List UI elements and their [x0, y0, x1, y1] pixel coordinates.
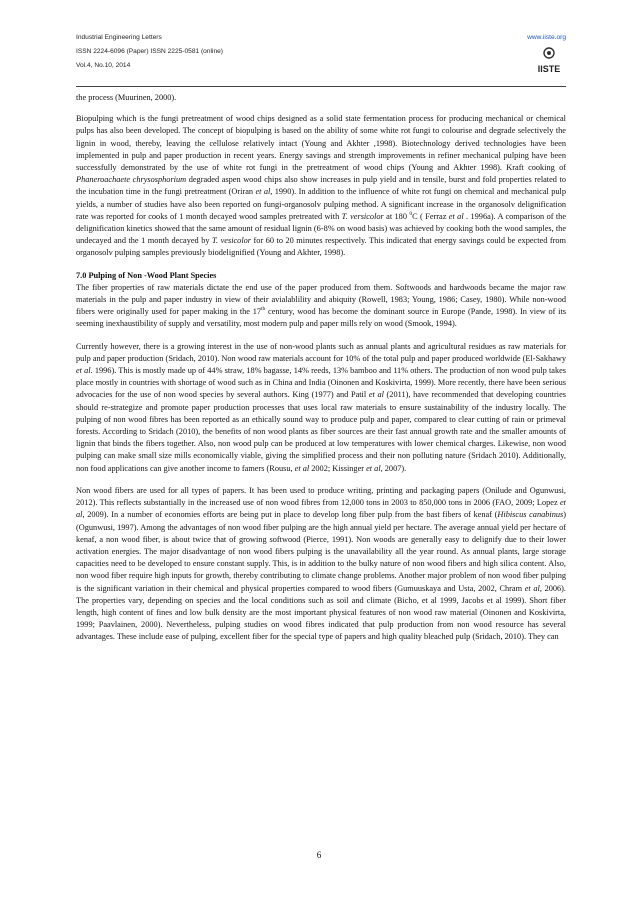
section-block: 7.0 Pulping of Non -Wood Plant Species The fiber properties of raw materials dictate the end use of the paper produced from them. Softwoods and hardwoods became the major raw materials in the pulp and paper industry in view of their avialablility and abiquity (Rowell, 1983; Young, 1986; Casey, 1980). While non-wood fibers were originally used for paper making in the 17th century, wood has become the dominant source in Europe (Pande, 1998). In view of its seeming inexhaustibility of supply and versatility, most modern pulp and paper mills rely on wood (Smook, 1994).	[76, 270, 566, 329]
journal-url-link[interactable]: www.iiste.org	[527, 34, 566, 41]
article-body	[76, 92, 566, 654]
volume-line: Vol.4, No.10, 2014	[76, 62, 131, 69]
iiste-logo	[532, 46, 566, 76]
logo-text: IISTE	[537, 64, 561, 74]
paragraph-biopulping: Biopulping which is the fungi pretreatment of wood chips designed as a solid state fermentation process for producing mechanical or chemical pulps has also been developed. The concept of biopulping is based on the ability of some white rot fungi to colourise and degrade selectively the lignin in wood, thereby, leaving the cellulose relatively intact (Young and Akhter ,1998). Biotechnology derived technologies have been implemented in pulp and paper production in recent years. Energy savings and strength improvements in refiner mechanical pulping have been successfully demonstrated by the use of white rot fungi in the pretreatment of wood chips (Young and Akhter 1998). Kraft cooking of Phaneroachaete chrysosphorium degraded aspen wood chips also show increases in pulp yield and in tensile, burst and fold properties related to the incubation time in the fungi pretreatment (Oriran et al, 1990). In addition to the influence of white rot fungi on chemical and mechanical pulp yields, a number of studies have also been reported on fungi-organosolv pulping method. A significant increase in the organosolv delignification rate was reported for cooks of 1 month decayed wood samples pretreated with T. versicolor at 180 $^0$C ( Ferraz et al . 1996a). A comparison of the delignification kinetics showed that the same amount of residual lignin (6-8% on wood basis) was achieved by cooking both the wood samples, the undecayed and the 1 month decayed by T. vesicolor for 60 to 20 minutes respectively. This indicated that energy savings could be expected from organosolv pulping samples previously biodelignified (Young and Akhter, 1998).	[76, 114, 567, 258]
paragraph-non-wood-fibers: Non wood fibers are used for all types of papers. It has been used to produce writing, printing and packaging papers (Onilude and Ogunwusi, 2012). This reflects substantially in the increased use of non wood fibres from 12,000 tons in 2003 to 850,000 tons in 2006 (FAO, 2009; Lopez et al, 2009). In a number of economies efforts are being put in place to develop long fiber pulp from the bast fibers of kenaf (Hibiscus canabinus) (Ogunwusi, 1997). Among the advantages of non wood fiber pulping are the high annual yield per hectare. The average annual yield per hectare of kenaf, a non wood fiber, is about twice that of growing softwood (Pierce, 1991). Non woods are generally easy to delignify due to their lower activation energies. The major disadvantage of non wood fibers pulping is the unavailability all the year round. As annual plants, large storage capacities need to be developed to ensure constant supply. This, is in addition to the bulky nature of non wood fibers and high silica content. Also, non wood fiber require high inputs for growth, thereby contributing to climate change problems. Another major problem of non wood fiber pulping is the significant variation in their chemical and physical properties compared to wood fibers (Gumuuskaya and Usta, 2002, Chram et al, 2006). The properties vary, depending on species and the local conditions such as soil and climate (Bicho, et al 1999, Jacobs et al 1999). Short fiber length, high content of fines and low bulk density are the most important physical features of non wood raw material (Oinonen and Koskivirta, 1999; Paavlainen, 2000). Nevertheless, pulping studies on wood fibres indicated that pulp production from non wood resource has several advantages. These include ease of pulping, excellent fiber for the special type of papers and high quality bleached pulp (Sridach, 2010). They can	[76, 485, 566, 642]
issn-line: ISSN 2224-6096 (Paper) ISSN 2225-0581 (online)	[76, 48, 223, 55]
paragraph-non-wood-interest: Currently however, there is a growing interest in the use of non-wood plants such as annual plants and agricultural residues as raw materials for pulp and paper production (Sridach, 2010). Non wood raw materials account for 10% of the total pulp and paper produced worldwide (El-Sakhawy et al. 1996). This is mostly made up of 44% straw, 18% bagasse, 14% reeds, 13% bamboo and 11% others. The production of non wood pulp takes place mostly in countries with shortage of wood such as in China and India (Oinonen and Koskivirta, 1999). More recently, there have been serious advocacies for the use of non wood species by several authors. King (1977) and Patil et al (2011), have recommended that developing countries should re-strategize and promote paper production processes that uses local raw materials to ensure sustainability of the industry locally. The pulping of non wood fibres has been reported as an ethically sound way to produce pulp and paper, compared to clear cutting of rain or primeval forests. According to Sridach (2010), the benefits of non wood plants as fiber sources are their fast annual growth rate and the smaller amounts of lignin that binds the fibers together. Also, non wood pulp can be produced at low temperatures with lower chemical charges. Likewise, non wood pulping can make small size mills economically viable, giving the simplified process and their non polluting nature (Sridach 2010). Additionally, non food applications can give another income to famers (Rousu, et al 2002; Kissinger et al, 2007).	[76, 341, 567, 473]
section-heading: 7.0 Pulping of Non -Wood Plant Species	[76, 270, 217, 280]
header-divider	[76, 86, 566, 87]
paragraph-continuation: the process (Muurinen, 2000).	[76, 93, 177, 102]
page-number: 6	[316, 850, 322, 860]
journal-name: Industrial Engineering Letters	[76, 34, 162, 41]
